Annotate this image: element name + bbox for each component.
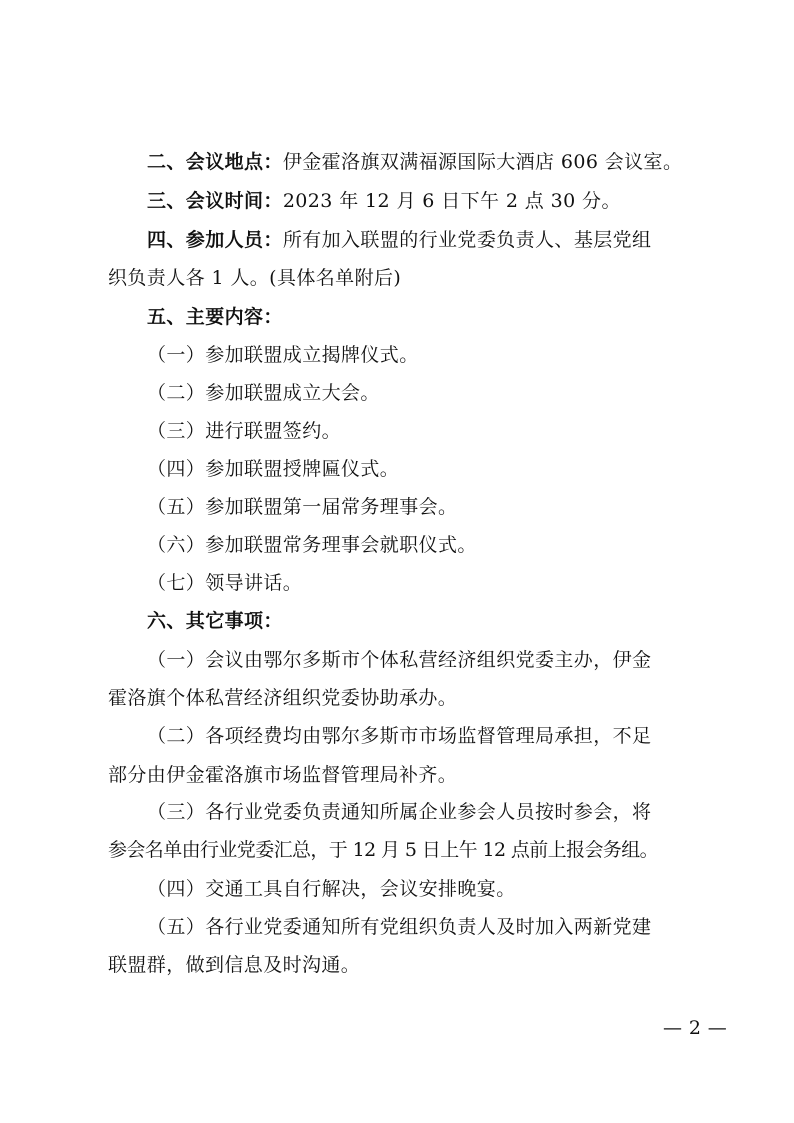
- content-item-5: （五）参加联盟第一届常务理事会。: [147, 496, 458, 518]
- content-item-6: （六）参加联盟常务理事会就职仪式。: [147, 534, 477, 556]
- content-item-1: （一）参加联盟成立揭牌仪式。: [147, 344, 419, 366]
- meeting-location-line: [147, 150, 747, 174]
- meeting-time-label: 三、会议时间：: [147, 190, 283, 212]
- meeting-location-label: 二、会议地点：: [147, 151, 283, 173]
- content-item-7: （七）领导讲话。: [147, 572, 303, 594]
- other-item-3-line-1: （三）各行业党委负责通知所属企业参会人员按时参会，将: [147, 801, 652, 823]
- page-number: — 2 —: [663, 1017, 728, 1039]
- meeting-time-text: 2023 年 12 月 6 日下午 2 点 30 分。: [282, 190, 621, 212]
- other-item-5-line-1: （五）各行业党委通知所有党组织负责人及时加入两新党建: [147, 916, 652, 938]
- meeting-location-text: 伊金霍洛旗双满福源国际大酒店 606 会议室。: [282, 151, 683, 173]
- other-item-2-line-1: （二）各项经费均由鄂尔多斯市市场监督管理局承担，不足: [147, 725, 652, 747]
- attendees-line-1: [147, 228, 747, 252]
- other-item-3-line-2: 参会名单由行业党委汇总，于 12 月 5 日上午 12 点前上报会务组。: [108, 839, 659, 861]
- content-item-2: （二）参加联盟成立大会。: [147, 382, 380, 404]
- attendees-label: 四、参加人员：: [147, 229, 283, 251]
- main-content-heading: 五、主要内容：: [147, 306, 283, 328]
- content-item-4: （四）参加联盟授牌匾仪式。: [147, 458, 400, 480]
- other-item-2-line-2: 部分由伊金霍洛旗市场监督管理局补齐。: [108, 764, 458, 786]
- attendees-text-line-1: 所有加入联盟的行业党委负责人、基层党组: [282, 229, 652, 251]
- other-item-1-line-1: （一）会议由鄂尔多斯市个体私营经济组织党委主办，伊金: [147, 649, 652, 671]
- meeting-time-line: [147, 189, 747, 213]
- other-item-5-line-2: 联盟群，做到信息及时沟通。: [108, 954, 361, 976]
- attendees-line-2: 织负责人各 1 人。(具体名单附后): [108, 267, 402, 289]
- other-item-1-line-2: 霍洛旗个体私营经济组织党委协助承办。: [108, 687, 458, 709]
- other-item-4: （四）交通工具自行解决，会议安排晚宴。: [147, 878, 516, 900]
- content-item-3: （三）进行联盟签约。: [147, 420, 342, 442]
- other-matters-heading: 六、其它事项：: [147, 610, 283, 632]
